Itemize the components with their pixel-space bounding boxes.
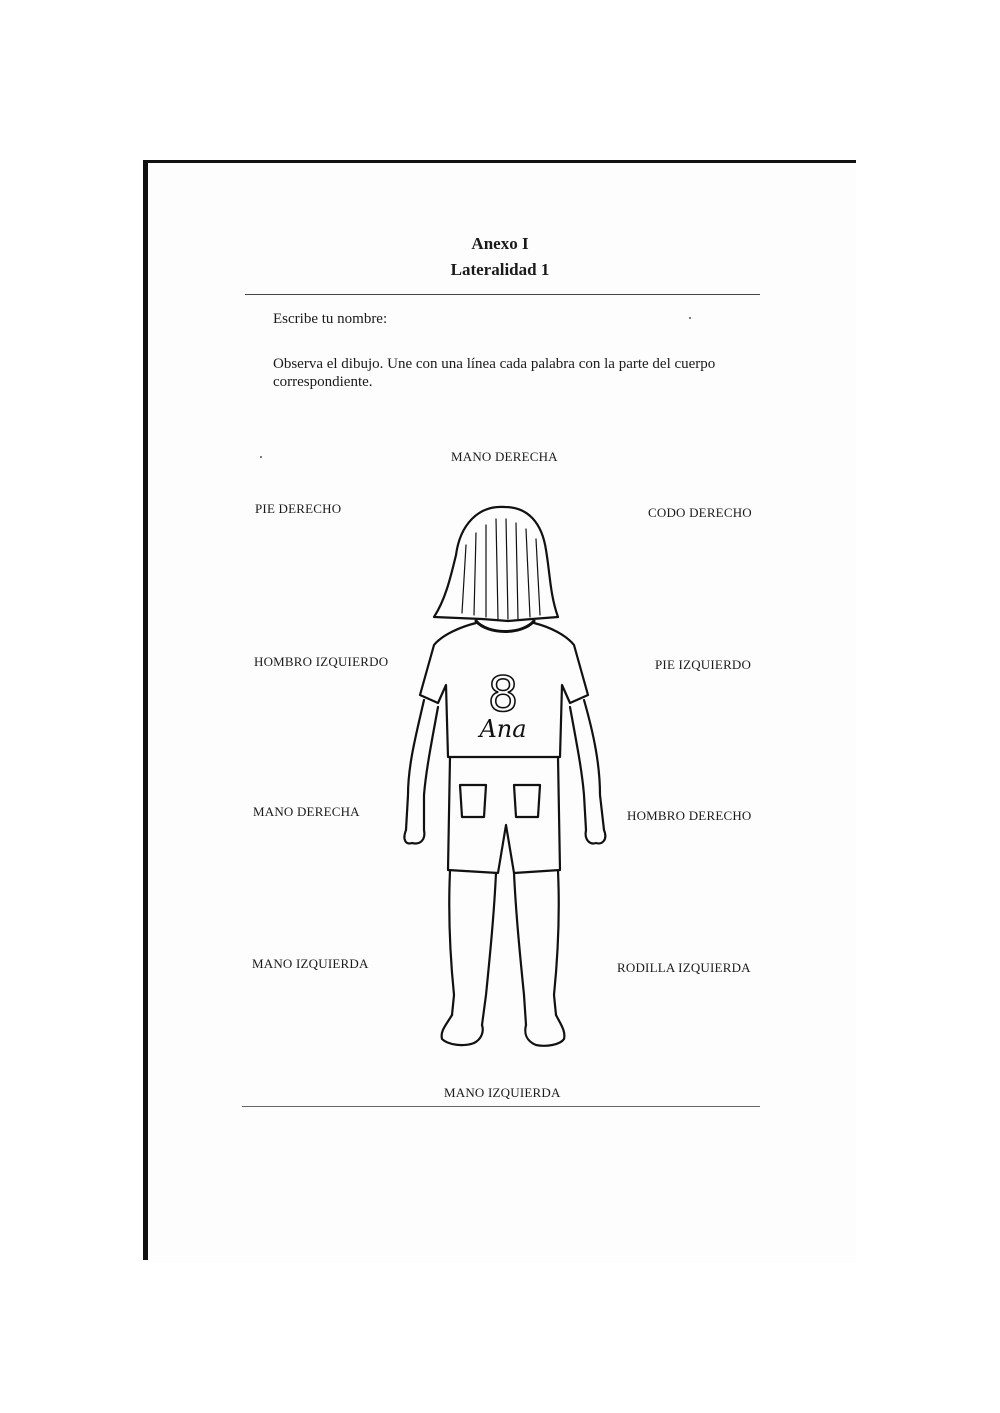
name-prompt: Escribe tu nombre: [273, 311, 388, 327]
left-pocket [460, 785, 486, 817]
header-rule [245, 294, 760, 295]
left-arm [406, 700, 438, 830]
label-left-2[interactable]: HOMBRO IZQUIERDO [254, 654, 389, 669]
shorts [448, 757, 560, 873]
annex-title: Anexo I [471, 234, 529, 253]
right-pocket [514, 785, 540, 817]
label-left-4[interactable]: MANO IZQUIERDA [252, 956, 369, 971]
scan-speck [689, 317, 691, 319]
worksheet-title: Lateralidad 1 [450, 260, 550, 279]
girl-back-view-illustration [390, 495, 620, 1060]
label-right-3[interactable]: HOMBRO DERECHO [627, 808, 752, 823]
left-hand [404, 830, 424, 843]
instruction-line-2: correspondiente. [273, 374, 373, 390]
instruction-line-1: Observa el dibujo. Une con una línea cada palabra con la parte del cuerpo [273, 356, 716, 372]
shirt-name: Ana [479, 715, 527, 743]
label-right-1[interactable]: CODO DERECHO [648, 505, 752, 520]
footer-rule [242, 1106, 760, 1107]
right-hand [586, 830, 606, 843]
right-foot [525, 1015, 564, 1046]
label-right-2[interactable]: PIE IZQUIERDO [655, 657, 752, 672]
label-right-4[interactable]: RODILLA IZQUIERDA [617, 960, 751, 975]
right-arm [570, 700, 604, 830]
scan-speck [260, 456, 262, 458]
left-foot [442, 1015, 483, 1045]
collar [476, 621, 534, 632]
right-leg [514, 871, 559, 1025]
label-top-center[interactable]: MANO DERECHA [451, 449, 558, 464]
label-bottom-center[interactable]: MANO IZQUIERDA [444, 1085, 561, 1100]
left-leg [449, 871, 496, 1025]
label-left-1[interactable]: PIE DERECHO [255, 501, 342, 516]
label-left-3[interactable]: MANO DERECHA [253, 804, 360, 819]
shirt-number: 8 [487, 667, 519, 723]
